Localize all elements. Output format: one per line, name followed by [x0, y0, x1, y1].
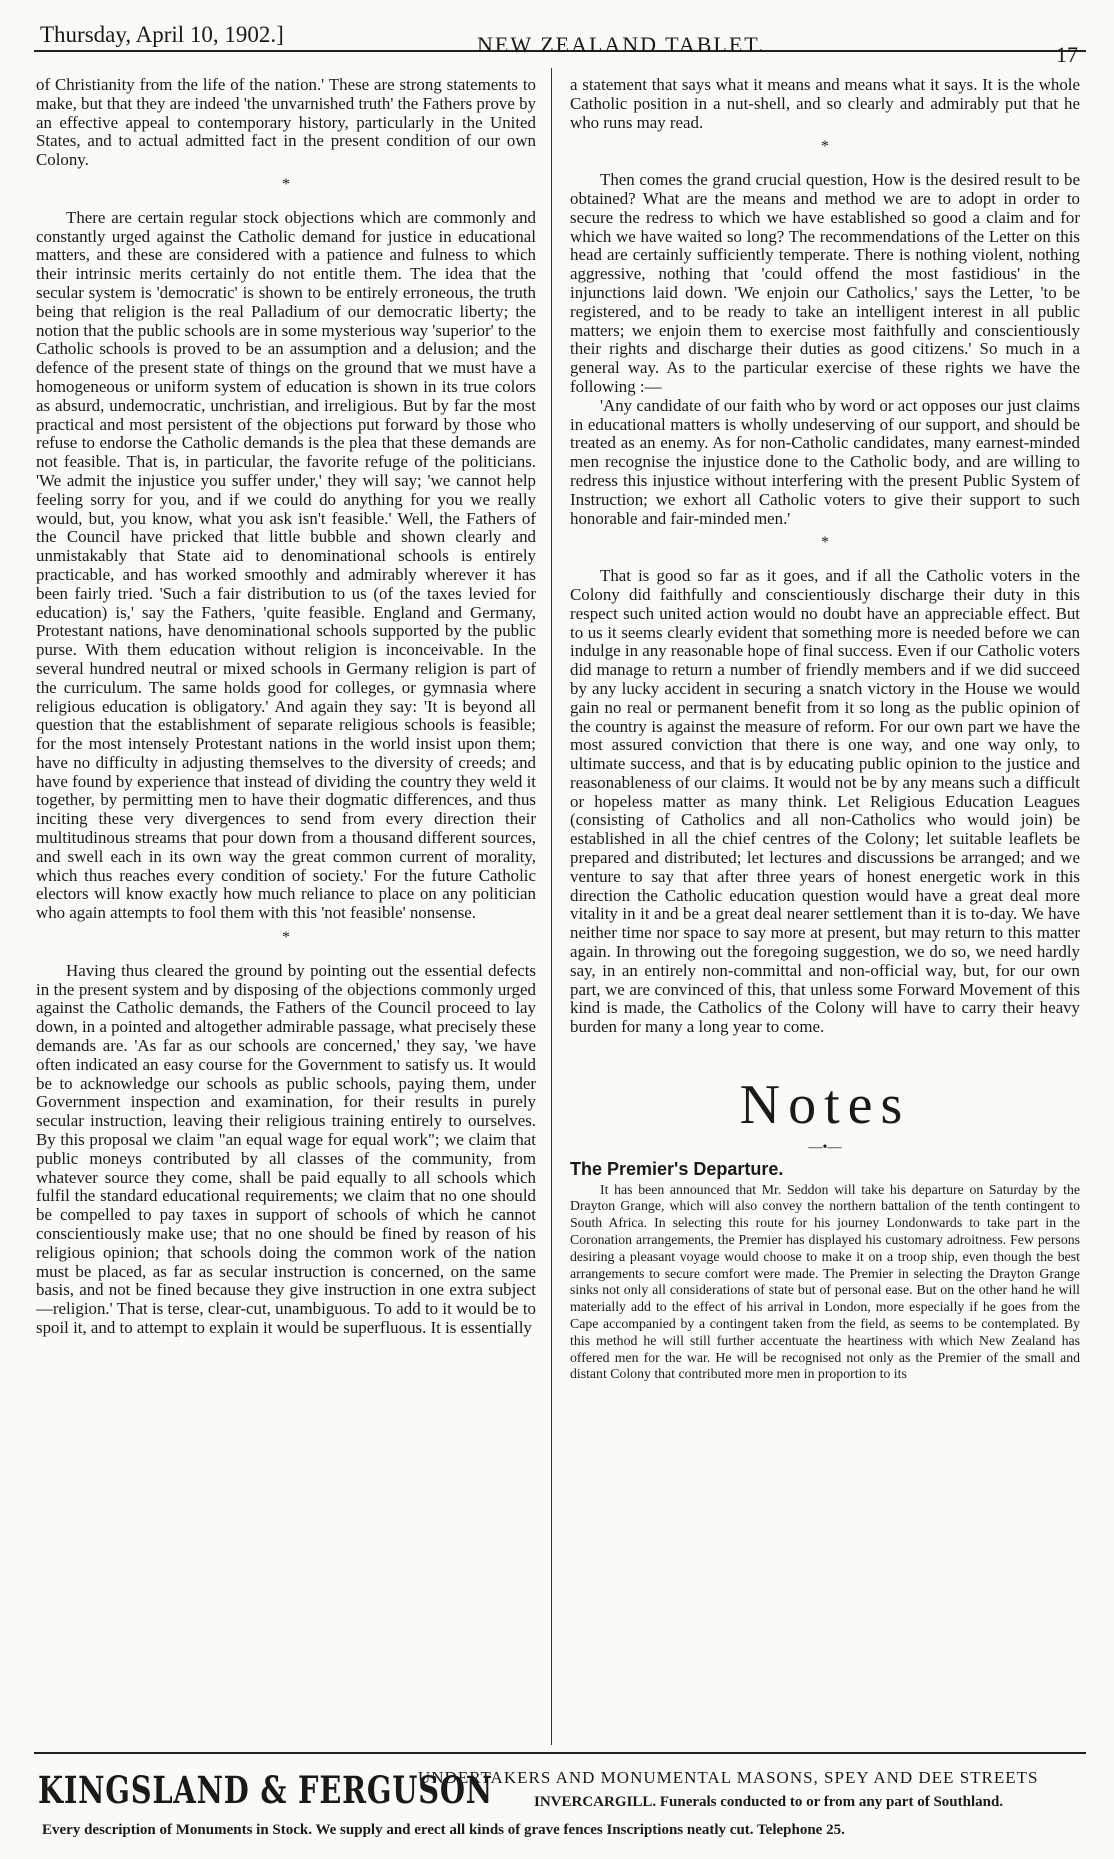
ornament-divider: —•—	[808, 1140, 842, 1156]
left-paragraph-1: of Christianity from the life of the nation.' These are strong statements to make, but that they are indeed 'the unvarnished truth' the Fathers prove by an effective appeal to contemporary history, particularly in the United States, and to actual admitted fact in the present condition of our own Colony.	[36, 75, 536, 170]
masthead	[34, 6, 1086, 67]
newspaper-title: NEW ZEALAND TABLET.	[477, 32, 766, 57]
right-paragraph-5: It has been announced that Mr. Seddon will take his departure on Saturday by the Drayton Grange, which will also convey the northern battalion of the tenth contingent to South Africa. In selecting this route for his journey Londonwards to take part in the Coronation arrangements, the Premier has displayed his customary adroitness. Few persons desiring a pleasant voyage would choose to make it on a troop ship, even though the best arrangements to secure comfort were made. The Premier in selecting the Drayton Grange sinks not only all considerations of state but of personal ease. But on the other hand he will materially add to the effect of his arrival in London, more especially if he goes from the Cape accompanied by a contingent taken from the field, as seems to be contemplated. By this method he will still further accentuate the heartiness with which New Zealand has offered men for the war. He will be recognised not only as the Premier of the small and distant Colony that contributed more men in proportion to its	[570, 1181, 1080, 1382]
left-column	[36, 76, 536, 1338]
advertisement-footer	[34, 1752, 1086, 1854]
article-subheading: The Premier's Departure.	[570, 1158, 784, 1179]
right-paragraph-3: 'Any candidate of our faith who by word or act opposes our just claims in educational matters is wholly undeserving of our support, and should be treated as an enemy. As for non-Catholic candidates, many earnest-minded men recognise the injustice done to the Catholic body, and are willing to redress this injustice without interfering with the present Public System of Instruction; we exhort all Catholic voters to give their support to such honorable and fair-minded men.'	[570, 395, 1080, 528]
section-star: *	[821, 138, 829, 156]
page-number: 17	[1056, 42, 1078, 67]
right-paragraph-4: That is good so far as it goes, and if all the Catholic voters in the Colony did faithfully and conscientiously discharge their duty in this respect such united action would no doubt have an appreciable effect. But to us it seems clearly evident that something more is needed before we can indulge in any reasonable hope of final success. Even if our Catholic voters did manage to return a number of friendly members and if we did succeed by any lucky accident in securing a snatch victory in the House we would gain no real or permanent benefit from it so long as the public opinion of the country is against the measure of reform. For our own part we have the most assured conviction that there is one way, and one way only, to ultimate success, and that is by educating public opinion to the justice and reasonableness of our claims. It would not be by any means such a difficult or hopeless matter as many think. Let Religious Education Leagues (consisting of Catholics and all non-Catholics who would join) be established in all the chief centres of the Colony; let suitable leaflets be prepared and distributed; let lectures and discussions be arranged; and we venture to say that after three years of honest energetic work in this direction the Catholic education question would have a great deal more vitality in it and be a great deal nearer settlement than it is to-day. We have neither time nor space to say more at present, but may return to this matter again. In throwing out the foregoing suggestion, we do so, we need hardly say, in an entirely non-committal and non-official way, but, for our own part, we are convinced of this, that unless some Forward Movement of this kind is made, the Catholics of the Colony will have to carry their heavy burden for many a long year to come.	[570, 566, 1080, 1037]
right-column	[570, 76, 1080, 1383]
right-paragraph-2: Then comes the grand crucial question, How is the desired result to be obtained? What are the means and method we are to adopt in order to secure the redress to which we have established so good a claim and for which we have waited so long? The recommendations of the Letter on this head are certainly sufficiently temperate. There is nothing violent, nothing aggressive, nothing that 'could offend the most fastidious' in the injunctions laid down. 'We enjoin our Catholics,' says the Letter, 'to be registered, and to be ready to take an intelligent interest in all public matters; we enjoin them to exercise most faithfully and conscientiously their rights and discharge their duties as good citizens.' So much in a general way. As to the particular exercise of these rights we have the following :—	[570, 170, 1080, 396]
left-paragraph-3: Having thus cleared the ground by pointing out the essential defects in the present system and by disposing of the objections commonly urged against the Catholic demands, the Fathers of the Council proceed to lay down, in a pointed and altogether admirable passage, what precisely these demands are. 'As far as our schools are concerned,' they say, 'we have often indicated an easy course for the Government to satisfy us. It would be to acknowledge our schools as public schools, paying them, under Government inspection and examination, for their results in purely secular instruction, leaving their religious training entirely to ourselves. By this proposal we claim "an equal wage for equal work"; we claim that public moneys contributed by all classes of the community, from whatever source they come, shall be paid equally to all schools which fulfil the standard educational requirements; we claim that no one should be compelled to pay taxes in support of schools of which he cannot conscientiously make use; that no one should be fined by reason of his religious opinion; that schools doing the common work of the nation must be placed, as far as secular instruction is concerned, on the same basis, and not be fined because they give instruction in one extra subject—religion.' That is terse, clear-cut, unambiguous. To add to it would be to spoil it, and to attempt to explain it would be superfluous. It is essentially	[36, 960, 536, 1337]
section-star: *	[282, 929, 290, 947]
section-star: *	[282, 175, 290, 193]
column-rule	[551, 68, 552, 1745]
advert-line-2: INVERCARGILL. Funerals conducted to or from any part of Southland.	[534, 1794, 1004, 1810]
advertiser-name: KINGSLAND & FERGUSON	[38, 1768, 493, 1812]
advert-line-3: Every description of Monuments in Stock. We supply and erect all kinds of grave fences Inscriptions neatly cut. Telephone 25.	[42, 1822, 845, 1838]
issue-date: Thursday, April 10, 1902.]	[40, 22, 284, 47]
notes-heading: Notes	[739, 1074, 911, 1137]
section-star: *	[821, 534, 829, 552]
left-paragraph-2: There are certain regular stock objections which are commonly and constantly urged against the Catholic demand for justice in educational matters, and these are considered with a patience and fulness to which their intrinsic merits certainly do not entitle them. The idea that the secular system is 'democratic' is shown to be entirely erroneous, the truth being that religion is the real Palladium of our democratic liberty; the notion that the public schools are in some mysterious way 'superior' to the Catholic schools is proved to be an assumption and a delusion; and the defence of the present state of things on the ground that we must have a homogeneous or uniform system of education is shown in its true colors as absurd, undemocratic, unchristian, and irreligious. But by far the most practical and most persistent of the objections put forward by those who refuse to endorse the Catholic demands is the plea that these demands are not feasible. That is, in particular, the favorite refuge of the politicians. 'We admit the injustice you suffer under,' they will say; 'we cannot help feeling sorry for you, and if we could do anything for you we really would, but, you know, what you ask isn't feasible.' Well, the Fathers of the Council have pricked that little bubble and shown clearly and unmistakably that State aid to denominational schools is entirely practicable, and has worked smoothly and admirably wherever it has been fairly tried. 'Such a fair distribution to us (of the taxes levied for education) is,' say the Fathers, 'quite feasible. England and Germany, Protestant nations, have denominational schools supported by the public purse. With them education without religion is inconceivable. In the several hundred neutral or mixed schools in Germany religion is part of the curriculum. The same holds good for colleges, or gymnasia where religious education is obligatory.' And again they say: 'It is beyond all question that the establishment of separate religious schools is feasible; for the most intensely Protestant nations in the world insist upon them; have no difficulty in adjusting themselves to the diversity of creeds; and have found by experience that instead of dividing the country they weld it together, by permitting men to have their dogmatic differences, and thus inciting these very divergences to send from every direction their multitudinous streams that pour down from a thousand different sources, and swell each in its own way the great common current of morality, which thus reaches every condition of society.' For the future Catholic electors will know exactly how much reliance to place on any politician who again attempts to fool them with this 'not feasible' nonsense.	[36, 207, 536, 923]
right-paragraph-1: a statement that says what it means and means what it says. It is the whole Catholic position in a nut-shell, and so clearly and admirably put that he who runs may read.	[570, 75, 1080, 132]
advert-line-1: UNDERTAKERS AND MONUMENTAL MASONS, SPEY AND DEE STREETS	[418, 1768, 1039, 1787]
